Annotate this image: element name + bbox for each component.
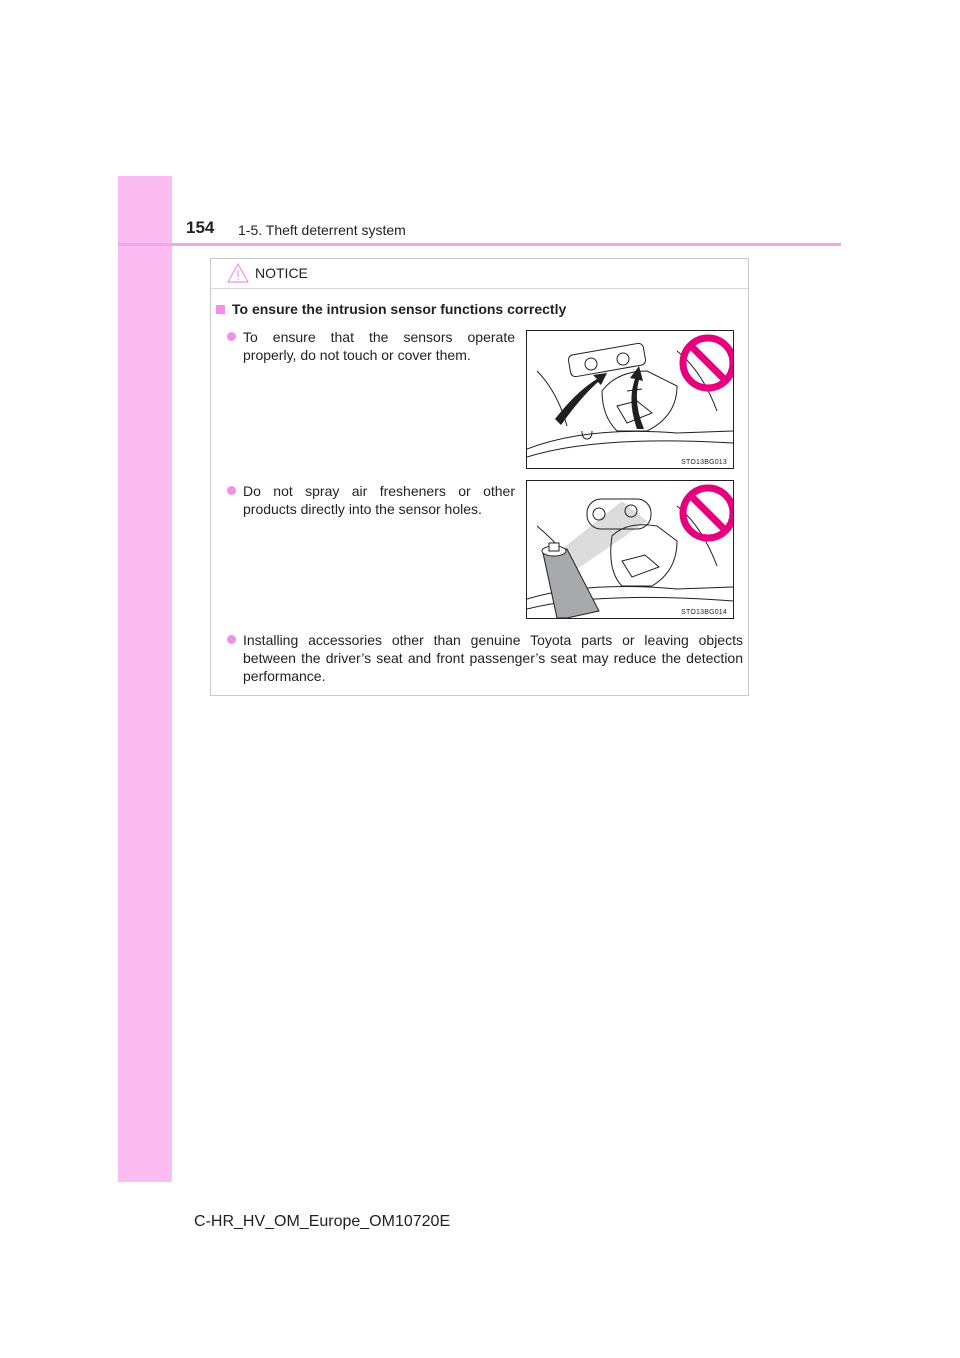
page-number: 154: [186, 218, 215, 237]
chapter-side-tab: [118, 176, 172, 1182]
list-item: [243, 631, 743, 685]
list-item: [243, 482, 515, 518]
list-item-text: Do not spray air fresheners or other products directly into the sensor holes.: [243, 483, 515, 517]
list-item: [243, 328, 515, 364]
figure-id: STO13BG013: [681, 459, 727, 466]
notice-header: [211, 259, 748, 289]
list-item-text: Installing accessories other than genuine Toyota parts or leaving objects between the driver’s seat and front passenger’s seat may reduce the detection performance.: [243, 632, 743, 684]
notice-subheading: [216, 301, 566, 317]
section-title: 1-5. Theft deterrent system: [238, 222, 406, 238]
round-bullet-icon: [227, 486, 236, 495]
spray-illustration: [527, 481, 733, 618]
notice-box: [210, 258, 749, 696]
notice-label: NOTICE: [255, 265, 308, 281]
square-bullet-icon: [216, 305, 225, 314]
round-bullet-icon: [227, 635, 236, 644]
sensor-touch-illustration: [527, 331, 733, 468]
warning-triangle-icon: [227, 263, 249, 283]
list-item-text: To ensure that the sensors operate properly, do not touch or cover them.: [243, 329, 515, 363]
figure-sensor-touch: [526, 330, 734, 469]
round-bullet-icon: [227, 332, 236, 341]
header-rule: [118, 243, 841, 246]
figure-id: STO13BG014: [681, 609, 727, 616]
notice-subheading-text: To ensure the intrusion sensor functions correctly: [232, 301, 567, 317]
document-code: C-HR_HV_OM_Europe_OM10720E: [194, 1213, 451, 1230]
figure-spray: [526, 480, 734, 619]
